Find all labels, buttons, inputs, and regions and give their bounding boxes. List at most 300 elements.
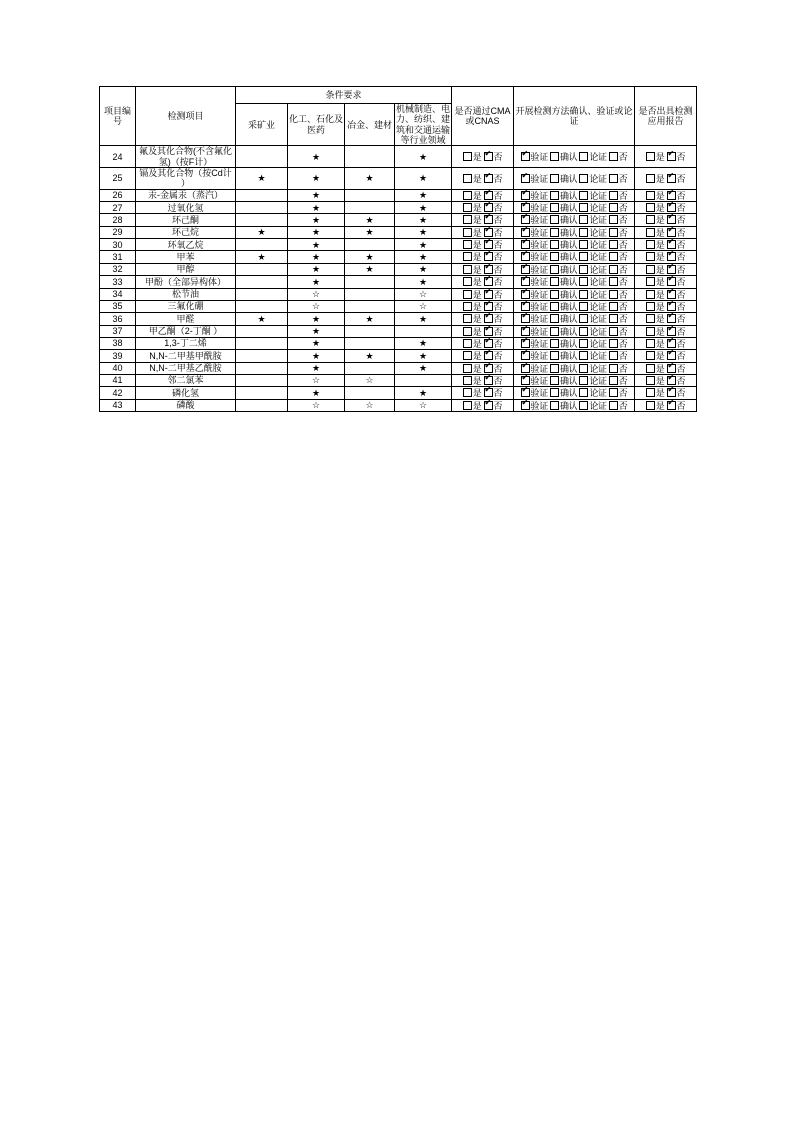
method-no-checkbox[interactable] xyxy=(609,214,628,225)
method-no-checkbox-box[interactable] xyxy=(609,277,618,286)
report-no-checkbox-box[interactable] xyxy=(667,339,676,348)
cma-yes-checkbox-box[interactable] xyxy=(463,290,472,299)
cma-yes-checkbox[interactable] xyxy=(463,251,482,262)
cell-method-validation[interactable] xyxy=(514,350,635,362)
cma-no-checkbox-box[interactable] xyxy=(484,152,493,161)
cell-method-validation[interactable] xyxy=(514,325,635,337)
report-no-checkbox-box[interactable] xyxy=(667,277,676,286)
cell-report[interactable] xyxy=(635,214,697,226)
method-yanzheng-checkbox-box[interactable] xyxy=(521,215,530,224)
method-lunzheng-checkbox-box[interactable] xyxy=(579,351,588,360)
cma-no-checkbox-box[interactable] xyxy=(484,240,493,249)
report-no-checkbox-box[interactable] xyxy=(667,290,676,299)
method-queren-checkbox-box[interactable] xyxy=(550,215,559,224)
method-lunzheng-checkbox[interactable] xyxy=(579,313,606,324)
method-lunzheng-checkbox[interactable] xyxy=(579,326,606,337)
cell-cma-cnas[interactable] xyxy=(452,362,514,374)
method-lunzheng-checkbox[interactable] xyxy=(579,264,606,275)
report-no-checkbox-box[interactable] xyxy=(667,191,676,200)
method-no-checkbox-box[interactable] xyxy=(609,376,618,385)
cell-report[interactable] xyxy=(635,325,697,337)
method-queren-checkbox[interactable] xyxy=(550,202,577,213)
cma-yes-checkbox[interactable] xyxy=(463,151,482,162)
method-lunzheng-checkbox-box[interactable] xyxy=(579,290,588,299)
report-yes-checkbox-box[interactable] xyxy=(646,152,655,161)
report-no-checkbox-box[interactable] xyxy=(667,376,676,385)
method-yanzheng-checkbox-box[interactable] xyxy=(521,388,530,397)
report-no-checkbox-box[interactable] xyxy=(667,228,676,237)
cma-yes-checkbox-box[interactable] xyxy=(463,314,472,323)
method-lunzheng-checkbox[interactable] xyxy=(579,173,606,184)
cell-method-validation[interactable] xyxy=(514,313,635,325)
cell-method-validation[interactable] xyxy=(514,168,635,190)
cma-no-checkbox-box[interactable] xyxy=(484,265,493,274)
cell-cma-cnas[interactable] xyxy=(452,313,514,325)
method-no-checkbox-box[interactable] xyxy=(609,191,618,200)
report-yes-checkbox-box[interactable] xyxy=(646,215,655,224)
method-queren-checkbox-box[interactable] xyxy=(550,152,559,161)
method-yanzheng-checkbox[interactable] xyxy=(521,387,548,398)
report-yes-checkbox-box[interactable] xyxy=(646,339,655,348)
cell-cma-cnas[interactable] xyxy=(452,189,514,201)
cma-yes-checkbox-box[interactable] xyxy=(463,228,472,237)
report-no-checkbox-box[interactable] xyxy=(667,252,676,261)
cell-report[interactable] xyxy=(635,276,697,288)
method-no-checkbox[interactable] xyxy=(609,326,628,337)
method-lunzheng-checkbox-box[interactable] xyxy=(579,215,588,224)
cma-yes-checkbox-box[interactable] xyxy=(463,388,472,397)
report-yes-checkbox[interactable] xyxy=(646,400,665,411)
cell-cma-cnas[interactable] xyxy=(452,387,514,399)
method-no-checkbox[interactable] xyxy=(609,301,628,312)
cell-method-validation[interactable] xyxy=(514,226,635,238)
cell-cma-cnas[interactable] xyxy=(452,276,514,288)
report-no-checkbox[interactable] xyxy=(667,350,686,361)
cell-report[interactable] xyxy=(635,300,697,312)
method-no-checkbox-box[interactable] xyxy=(609,240,618,249)
method-queren-checkbox-box[interactable] xyxy=(550,401,559,410)
method-yanzheng-checkbox-box[interactable] xyxy=(521,376,530,385)
cma-yes-checkbox[interactable] xyxy=(463,338,482,349)
method-no-checkbox-box[interactable] xyxy=(609,302,618,311)
cma-yes-checkbox[interactable] xyxy=(463,375,482,386)
cell-report[interactable] xyxy=(635,263,697,275)
method-no-checkbox[interactable] xyxy=(609,190,628,201)
method-yanzheng-checkbox-box[interactable] xyxy=(521,174,530,183)
cma-yes-checkbox[interactable] xyxy=(463,227,482,238)
method-lunzheng-checkbox[interactable] xyxy=(579,239,606,250)
method-lunzheng-checkbox-box[interactable] xyxy=(579,302,588,311)
cma-no-checkbox[interactable] xyxy=(484,313,503,324)
method-no-checkbox-box[interactable] xyxy=(609,265,618,274)
method-no-checkbox[interactable] xyxy=(609,239,628,250)
report-yes-checkbox[interactable] xyxy=(646,338,665,349)
report-yes-checkbox[interactable] xyxy=(646,151,665,162)
cell-method-validation[interactable] xyxy=(514,288,635,300)
method-lunzheng-checkbox[interactable] xyxy=(579,289,606,300)
method-no-checkbox[interactable] xyxy=(609,400,628,411)
cma-yes-checkbox-box[interactable] xyxy=(463,174,472,183)
cma-yes-checkbox-box[interactable] xyxy=(463,215,472,224)
cell-cma-cnas[interactable] xyxy=(452,350,514,362)
method-queren-checkbox[interactable] xyxy=(550,264,577,275)
report-yes-checkbox[interactable] xyxy=(646,202,665,213)
cma-no-checkbox-box[interactable] xyxy=(484,339,493,348)
method-lunzheng-checkbox[interactable] xyxy=(579,202,606,213)
method-queren-checkbox[interactable] xyxy=(550,214,577,225)
report-no-checkbox[interactable] xyxy=(667,173,686,184)
cell-report[interactable] xyxy=(635,168,697,190)
method-queren-checkbox[interactable] xyxy=(550,387,577,398)
cma-yes-checkbox-box[interactable] xyxy=(463,302,472,311)
cell-cma-cnas[interactable] xyxy=(452,263,514,275)
method-lunzheng-checkbox-box[interactable] xyxy=(579,364,588,373)
report-yes-checkbox[interactable] xyxy=(646,239,665,250)
method-no-checkbox-box[interactable] xyxy=(609,252,618,261)
method-yanzheng-checkbox-box[interactable] xyxy=(521,302,530,311)
method-queren-checkbox[interactable] xyxy=(550,251,577,262)
report-no-checkbox-box[interactable] xyxy=(667,388,676,397)
method-lunzheng-checkbox[interactable] xyxy=(579,338,606,349)
report-yes-checkbox-box[interactable] xyxy=(646,388,655,397)
report-yes-checkbox-box[interactable] xyxy=(646,364,655,373)
method-lunzheng-checkbox-box[interactable] xyxy=(579,152,588,161)
method-queren-checkbox[interactable] xyxy=(550,190,577,201)
cell-report[interactable] xyxy=(635,251,697,263)
method-yanzheng-checkbox-box[interactable] xyxy=(521,314,530,323)
method-no-checkbox[interactable] xyxy=(609,173,628,184)
method-queren-checkbox[interactable] xyxy=(550,350,577,361)
report-yes-checkbox-box[interactable] xyxy=(646,228,655,237)
cell-report[interactable] xyxy=(635,399,697,411)
report-no-checkbox-box[interactable] xyxy=(667,174,676,183)
cell-method-validation[interactable] xyxy=(514,337,635,349)
method-no-checkbox[interactable] xyxy=(609,227,628,238)
method-lunzheng-checkbox[interactable] xyxy=(579,251,606,262)
method-lunzheng-checkbox-box[interactable] xyxy=(579,339,588,348)
report-yes-checkbox[interactable] xyxy=(646,214,665,225)
cell-report[interactable] xyxy=(635,362,697,374)
method-lunzheng-checkbox-box[interactable] xyxy=(579,376,588,385)
cma-yes-checkbox[interactable] xyxy=(463,202,482,213)
method-lunzheng-checkbox-box[interactable] xyxy=(579,252,588,261)
method-no-checkbox[interactable] xyxy=(609,338,628,349)
cma-no-checkbox-box[interactable] xyxy=(484,327,493,336)
cma-yes-checkbox-box[interactable] xyxy=(463,277,472,286)
method-no-checkbox-box[interactable] xyxy=(609,174,618,183)
report-yes-checkbox[interactable] xyxy=(646,190,665,201)
report-yes-checkbox-box[interactable] xyxy=(646,302,655,311)
method-yanzheng-checkbox[interactable] xyxy=(521,173,548,184)
cell-method-validation[interactable] xyxy=(514,300,635,312)
method-queren-checkbox[interactable] xyxy=(550,227,577,238)
method-yanzheng-checkbox-box[interactable] xyxy=(521,401,530,410)
report-yes-checkbox[interactable] xyxy=(646,387,665,398)
report-yes-checkbox[interactable] xyxy=(646,350,665,361)
cell-method-validation[interactable] xyxy=(514,399,635,411)
method-lunzheng-checkbox-box[interactable] xyxy=(579,327,588,336)
method-queren-checkbox-box[interactable] xyxy=(550,351,559,360)
method-no-checkbox[interactable] xyxy=(609,289,628,300)
report-yes-checkbox-box[interactable] xyxy=(646,203,655,212)
report-no-checkbox[interactable] xyxy=(667,151,686,162)
method-lunzheng-checkbox[interactable] xyxy=(579,276,606,287)
method-no-checkbox-box[interactable] xyxy=(609,290,618,299)
cell-cma-cnas[interactable] xyxy=(452,168,514,190)
report-yes-checkbox[interactable] xyxy=(646,363,665,374)
cma-no-checkbox-box[interactable] xyxy=(484,290,493,299)
report-yes-checkbox[interactable] xyxy=(646,173,665,184)
method-no-checkbox[interactable] xyxy=(609,375,628,386)
cma-yes-checkbox[interactable] xyxy=(463,190,482,201)
method-no-checkbox[interactable] xyxy=(609,251,628,262)
report-yes-checkbox-box[interactable] xyxy=(646,401,655,410)
report-no-checkbox-box[interactable] xyxy=(667,302,676,311)
cma-no-checkbox-box[interactable] xyxy=(484,351,493,360)
cell-cma-cnas[interactable] xyxy=(452,288,514,300)
cma-no-checkbox[interactable] xyxy=(484,276,503,287)
method-no-checkbox-box[interactable] xyxy=(609,314,618,323)
cma-yes-checkbox-box[interactable] xyxy=(463,252,472,261)
report-yes-checkbox[interactable] xyxy=(646,326,665,337)
method-lunzheng-checkbox-box[interactable] xyxy=(579,203,588,212)
cma-no-checkbox[interactable] xyxy=(484,387,503,398)
method-no-checkbox-box[interactable] xyxy=(609,401,618,410)
cell-cma-cnas[interactable] xyxy=(452,226,514,238)
report-yes-checkbox-box[interactable] xyxy=(646,290,655,299)
method-queren-checkbox-box[interactable] xyxy=(550,240,559,249)
cma-yes-checkbox[interactable] xyxy=(463,214,482,225)
cell-method-validation[interactable] xyxy=(514,239,635,251)
method-queren-checkbox-box[interactable] xyxy=(550,290,559,299)
method-queren-checkbox[interactable] xyxy=(550,301,577,312)
method-no-checkbox[interactable] xyxy=(609,202,628,213)
cma-no-checkbox-box[interactable] xyxy=(484,364,493,373)
cell-cma-cnas[interactable] xyxy=(452,251,514,263)
cell-cma-cnas[interactable] xyxy=(452,374,514,386)
cma-no-checkbox-box[interactable] xyxy=(484,228,493,237)
cma-yes-checkbox-box[interactable] xyxy=(463,327,472,336)
cell-method-validation[interactable] xyxy=(514,202,635,214)
report-no-checkbox-box[interactable] xyxy=(667,314,676,323)
method-no-checkbox-box[interactable] xyxy=(609,388,618,397)
report-yes-checkbox[interactable] xyxy=(646,276,665,287)
cma-no-checkbox-box[interactable] xyxy=(484,277,493,286)
method-queren-checkbox-box[interactable] xyxy=(550,252,559,261)
method-lunzheng-checkbox-box[interactable] xyxy=(579,277,588,286)
method-yanzheng-checkbox-box[interactable] xyxy=(521,327,530,336)
method-yanzheng-checkbox-box[interactable] xyxy=(521,191,530,200)
method-queren-checkbox-box[interactable] xyxy=(550,191,559,200)
cell-method-validation[interactable] xyxy=(514,146,635,168)
method-no-checkbox-box[interactable] xyxy=(609,215,618,224)
cell-cma-cnas[interactable] xyxy=(452,239,514,251)
method-no-checkbox-box[interactable] xyxy=(609,152,618,161)
cma-no-checkbox-box[interactable] xyxy=(484,191,493,200)
method-lunzheng-checkbox[interactable] xyxy=(579,301,606,312)
method-lunzheng-checkbox[interactable] xyxy=(579,350,606,361)
method-queren-checkbox-box[interactable] xyxy=(550,327,559,336)
method-yanzheng-checkbox[interactable] xyxy=(521,151,548,162)
cell-method-validation[interactable] xyxy=(514,251,635,263)
cma-yes-checkbox-box[interactable] xyxy=(463,401,472,410)
cell-report[interactable] xyxy=(635,387,697,399)
report-yes-checkbox-box[interactable] xyxy=(646,376,655,385)
report-no-checkbox-box[interactable] xyxy=(667,203,676,212)
method-no-checkbox[interactable] xyxy=(609,151,628,162)
cell-method-validation[interactable] xyxy=(514,387,635,399)
method-yanzheng-checkbox-box[interactable] xyxy=(521,152,530,161)
cell-report[interactable] xyxy=(635,337,697,349)
cell-report[interactable] xyxy=(635,374,697,386)
report-yes-checkbox-box[interactable] xyxy=(646,191,655,200)
cma-no-checkbox-box[interactable] xyxy=(484,314,493,323)
report-yes-checkbox-box[interactable] xyxy=(646,174,655,183)
method-lunzheng-checkbox-box[interactable] xyxy=(579,228,588,237)
report-yes-checkbox[interactable] xyxy=(646,264,665,275)
method-no-checkbox-box[interactable] xyxy=(609,203,618,212)
cma-yes-checkbox-box[interactable] xyxy=(463,376,472,385)
method-queren-checkbox-box[interactable] xyxy=(550,314,559,323)
method-no-checkbox[interactable] xyxy=(609,350,628,361)
method-lunzheng-checkbox[interactable] xyxy=(579,190,606,201)
report-yes-checkbox[interactable] xyxy=(646,289,665,300)
cma-yes-checkbox[interactable] xyxy=(463,173,482,184)
method-no-checkbox-box[interactable] xyxy=(609,364,618,373)
cma-no-checkbox-box[interactable] xyxy=(484,252,493,261)
report-no-checkbox[interactable] xyxy=(667,313,686,324)
cma-no-checkbox-box[interactable] xyxy=(484,174,493,183)
cma-yes-checkbox-box[interactable] xyxy=(463,152,472,161)
cell-report[interactable] xyxy=(635,313,697,325)
cell-method-validation[interactable] xyxy=(514,263,635,275)
cma-yes-checkbox[interactable] xyxy=(463,387,482,398)
cell-report[interactable] xyxy=(635,146,697,168)
method-lunzheng-checkbox-box[interactable] xyxy=(579,240,588,249)
method-yanzheng-checkbox[interactable] xyxy=(521,400,548,411)
cell-report[interactable] xyxy=(635,350,697,362)
cma-yes-checkbox[interactable] xyxy=(463,301,482,312)
cma-yes-checkbox-box[interactable] xyxy=(463,265,472,274)
cma-yes-checkbox-box[interactable] xyxy=(463,203,472,212)
method-yanzheng-checkbox-box[interactable] xyxy=(521,240,530,249)
method-queren-checkbox[interactable] xyxy=(550,289,577,300)
method-lunzheng-checkbox[interactable] xyxy=(579,151,606,162)
method-queren-checkbox-box[interactable] xyxy=(550,376,559,385)
report-no-checkbox[interactable] xyxy=(667,400,686,411)
method-queren-checkbox[interactable] xyxy=(550,338,577,349)
cma-yes-checkbox[interactable] xyxy=(463,264,482,275)
cma-no-checkbox-box[interactable] xyxy=(484,401,493,410)
method-no-checkbox-box[interactable] xyxy=(609,351,618,360)
report-no-checkbox-box[interactable] xyxy=(667,215,676,224)
method-yanzheng-checkbox-box[interactable] xyxy=(521,228,530,237)
method-lunzheng-checkbox[interactable] xyxy=(579,387,606,398)
cma-yes-checkbox-box[interactable] xyxy=(463,339,472,348)
method-lunzheng-checkbox-box[interactable] xyxy=(579,191,588,200)
method-no-checkbox[interactable] xyxy=(609,276,628,287)
cma-no-checkbox-box[interactable] xyxy=(484,215,493,224)
cma-no-checkbox-box[interactable] xyxy=(484,302,493,311)
method-lunzheng-checkbox-box[interactable] xyxy=(579,265,588,274)
method-queren-checkbox-box[interactable] xyxy=(550,302,559,311)
method-no-checkbox[interactable] xyxy=(609,313,628,324)
method-queren-checkbox[interactable] xyxy=(550,326,577,337)
report-no-checkbox-box[interactable] xyxy=(667,351,676,360)
method-yanzheng-checkbox-box[interactable] xyxy=(521,290,530,299)
method-lunzheng-checkbox[interactable] xyxy=(579,363,606,374)
method-lunzheng-checkbox[interactable] xyxy=(579,214,606,225)
method-no-checkbox[interactable] xyxy=(609,363,628,374)
report-no-checkbox[interactable] xyxy=(667,276,686,287)
cell-cma-cnas[interactable] xyxy=(452,399,514,411)
method-queren-checkbox-box[interactable] xyxy=(550,388,559,397)
cma-yes-checkbox-box[interactable] xyxy=(463,191,472,200)
report-yes-checkbox[interactable] xyxy=(646,251,665,262)
cell-cma-cnas[interactable] xyxy=(452,146,514,168)
cma-no-checkbox[interactable] xyxy=(484,151,503,162)
report-yes-checkbox[interactable] xyxy=(646,301,665,312)
cma-yes-checkbox[interactable] xyxy=(463,363,482,374)
report-yes-checkbox-box[interactable] xyxy=(646,240,655,249)
cell-report[interactable] xyxy=(635,189,697,201)
report-yes-checkbox-box[interactable] xyxy=(646,265,655,274)
method-yanzheng-checkbox[interactable] xyxy=(521,350,548,361)
cell-method-validation[interactable] xyxy=(514,214,635,226)
method-lunzheng-checkbox[interactable] xyxy=(579,400,606,411)
method-queren-checkbox-box[interactable] xyxy=(550,277,559,286)
report-yes-checkbox-box[interactable] xyxy=(646,327,655,336)
method-queren-checkbox[interactable] xyxy=(550,151,577,162)
report-yes-checkbox-box[interactable] xyxy=(646,252,655,261)
method-queren-checkbox[interactable] xyxy=(550,239,577,250)
cell-method-validation[interactable] xyxy=(514,276,635,288)
method-yanzheng-checkbox-box[interactable] xyxy=(521,277,530,286)
method-yanzheng-checkbox-box[interactable] xyxy=(521,364,530,373)
cma-yes-checkbox[interactable] xyxy=(463,239,482,250)
method-yanzheng-checkbox-box[interactable] xyxy=(521,351,530,360)
method-queren-checkbox-box[interactable] xyxy=(550,174,559,183)
cma-no-checkbox-box[interactable] xyxy=(484,203,493,212)
method-queren-checkbox-box[interactable] xyxy=(550,339,559,348)
method-queren-checkbox[interactable] xyxy=(550,313,577,324)
cell-report[interactable] xyxy=(635,202,697,214)
cma-yes-checkbox[interactable] xyxy=(463,313,482,324)
cma-no-checkbox[interactable] xyxy=(484,350,503,361)
cell-cma-cnas[interactable] xyxy=(452,202,514,214)
cma-yes-checkbox[interactable] xyxy=(463,276,482,287)
method-no-checkbox[interactable] xyxy=(609,387,628,398)
cma-yes-checkbox[interactable] xyxy=(463,289,482,300)
cell-method-validation[interactable] xyxy=(514,189,635,201)
method-lunzheng-checkbox[interactable] xyxy=(579,227,606,238)
method-yanzheng-checkbox-box[interactable] xyxy=(521,203,530,212)
cell-cma-cnas[interactable] xyxy=(452,214,514,226)
method-queren-checkbox-box[interactable] xyxy=(550,203,559,212)
method-yanzheng-checkbox[interactable] xyxy=(521,313,548,324)
method-queren-checkbox-box[interactable] xyxy=(550,228,559,237)
method-queren-checkbox[interactable] xyxy=(550,173,577,184)
cma-yes-checkbox-box[interactable] xyxy=(463,364,472,373)
method-queren-checkbox[interactable] xyxy=(550,400,577,411)
cell-method-validation[interactable] xyxy=(514,374,635,386)
cell-cma-cnas[interactable] xyxy=(452,325,514,337)
method-queren-checkbox[interactable] xyxy=(550,375,577,386)
report-no-checkbox-box[interactable] xyxy=(667,364,676,373)
method-yanzheng-checkbox[interactable] xyxy=(521,276,548,287)
method-lunzheng-checkbox[interactable] xyxy=(579,375,606,386)
report-yes-checkbox-box[interactable] xyxy=(646,314,655,323)
